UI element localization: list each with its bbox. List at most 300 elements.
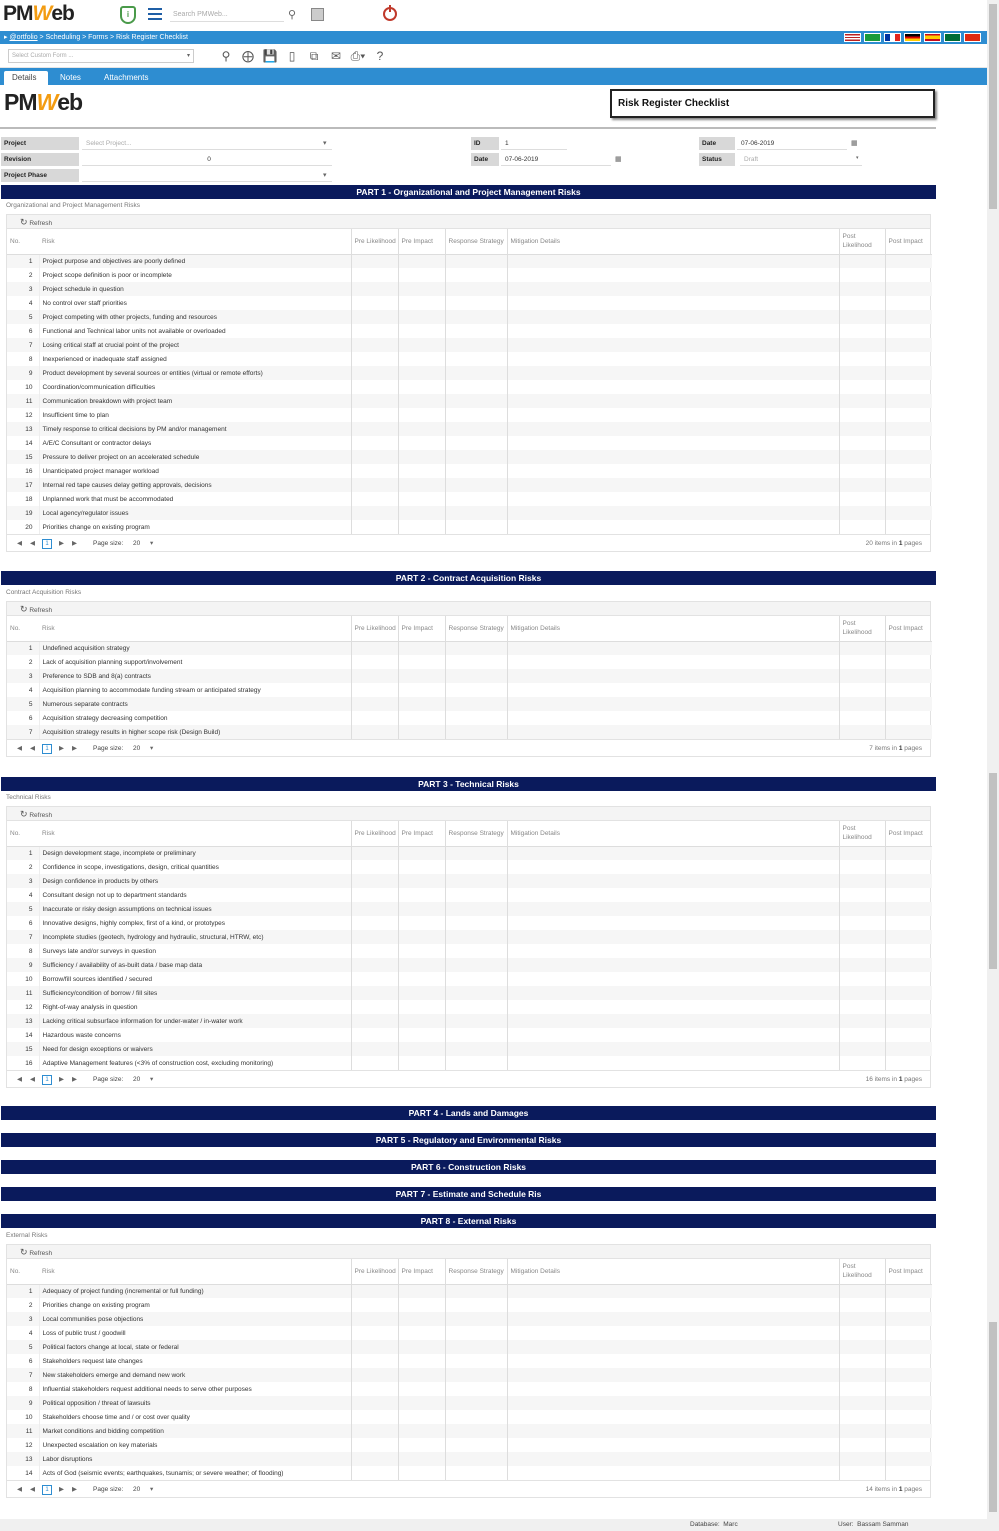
mitigation-cell[interactable] xyxy=(507,324,839,338)
post-impact-cell[interactable] xyxy=(885,1298,932,1312)
table-row[interactable] xyxy=(7,1340,932,1354)
tab-attachments[interactable]: Attachments xyxy=(104,73,149,82)
mitigation-cell[interactable] xyxy=(507,697,839,711)
refresh-button[interactable]: ↻ Refresh xyxy=(7,602,930,616)
pre-likelihood-cell[interactable] xyxy=(351,641,398,655)
pre-likelihood-cell[interactable] xyxy=(351,506,398,520)
add-icon[interactable]: ⨁ xyxy=(242,49,254,63)
pre-likelihood-cell[interactable] xyxy=(351,282,398,296)
mitigation-cell[interactable] xyxy=(507,711,839,725)
mitigation-cell[interactable] xyxy=(507,916,839,930)
revision-field[interactable]: 0 xyxy=(82,153,332,166)
table-row[interactable] xyxy=(7,436,932,450)
post-impact-cell[interactable] xyxy=(885,1028,932,1042)
help-icon[interactable]: ? xyxy=(376,49,384,63)
response-cell[interactable] xyxy=(445,958,507,972)
power-icon[interactable] xyxy=(383,7,397,21)
table-row[interactable] xyxy=(7,506,932,520)
pre-likelihood-cell[interactable] xyxy=(351,1326,398,1340)
mitigation-cell[interactable] xyxy=(507,683,839,697)
table-row[interactable] xyxy=(7,394,932,408)
post-impact-cell[interactable] xyxy=(885,1014,932,1028)
table-row[interactable] xyxy=(7,1354,932,1368)
post-likelihood-cell[interactable] xyxy=(839,520,885,534)
post-likelihood-cell[interactable] xyxy=(839,254,885,268)
print-icon[interactable]: ⎙▾ xyxy=(350,49,366,63)
pre-likelihood-cell[interactable] xyxy=(351,450,398,464)
flag-brazil-icon[interactable] xyxy=(864,33,881,42)
mitigation-cell[interactable] xyxy=(507,1368,839,1382)
table-row[interactable] xyxy=(7,1368,932,1382)
post-impact-cell[interactable] xyxy=(885,1410,932,1424)
pre-impact-cell[interactable] xyxy=(398,986,445,1000)
column-header-post-likelihood[interactable]: Post Likelihood xyxy=(839,229,885,254)
post-likelihood-cell[interactable] xyxy=(839,725,885,739)
pre-impact-cell[interactable] xyxy=(398,1410,445,1424)
mitigation-cell[interactable] xyxy=(507,1396,839,1410)
email-icon[interactable]: ✉ xyxy=(330,49,342,63)
pre-impact-cell[interactable] xyxy=(398,655,445,669)
mitigation-cell[interactable] xyxy=(507,669,839,683)
table-row[interactable] xyxy=(7,520,932,534)
table-row[interactable] xyxy=(7,282,932,296)
refresh-button[interactable]: ↻ Refresh xyxy=(7,807,930,821)
pre-likelihood-cell[interactable] xyxy=(351,1466,398,1480)
table-row[interactable] xyxy=(7,352,932,366)
mitigation-cell[interactable] xyxy=(507,1424,839,1438)
post-likelihood-cell[interactable] xyxy=(839,324,885,338)
table-row[interactable] xyxy=(7,888,932,902)
post-likelihood-cell[interactable] xyxy=(839,888,885,902)
mitigation-cell[interactable] xyxy=(507,1056,839,1070)
column-header-pre-impact[interactable]: Pre Impact xyxy=(398,229,445,254)
mitigation-cell[interactable] xyxy=(507,986,839,1000)
pre-impact-cell[interactable] xyxy=(398,641,445,655)
tab-notes[interactable]: Notes xyxy=(60,73,81,82)
mitigation-cell[interactable] xyxy=(507,506,839,520)
pre-impact-cell[interactable] xyxy=(398,506,445,520)
post-impact-cell[interactable] xyxy=(885,282,932,296)
calendar-icon[interactable]: ▦ xyxy=(851,140,858,147)
post-likelihood-cell[interactable] xyxy=(839,1424,885,1438)
pre-impact-cell[interactable] xyxy=(398,1042,445,1056)
mitigation-cell[interactable] xyxy=(507,464,839,478)
pre-likelihood-cell[interactable] xyxy=(351,958,398,972)
post-impact-cell[interactable] xyxy=(885,697,932,711)
pre-impact-cell[interactable] xyxy=(398,725,445,739)
pre-impact-cell[interactable] xyxy=(398,1056,445,1070)
pre-likelihood-cell[interactable] xyxy=(351,986,398,1000)
pre-impact-cell[interactable] xyxy=(398,1368,445,1382)
part-header[interactable]: PART 7 - Estimate and Schedule Ris xyxy=(1,1187,936,1201)
post-impact-cell[interactable] xyxy=(885,352,932,366)
pre-likelihood-cell[interactable] xyxy=(351,697,398,711)
response-cell[interactable] xyxy=(445,282,507,296)
response-cell[interactable] xyxy=(445,520,507,534)
post-likelihood-cell[interactable] xyxy=(839,310,885,324)
table-row[interactable] xyxy=(7,1312,932,1326)
post-impact-cell[interactable] xyxy=(885,506,932,520)
post-impact-cell[interactable] xyxy=(885,1368,932,1382)
post-impact-cell[interactable] xyxy=(885,944,932,958)
table-row[interactable] xyxy=(7,986,932,1000)
pre-likelihood-cell[interactable] xyxy=(351,916,398,930)
chevron-down-icon[interactable]: ▾ xyxy=(150,1076,154,1083)
table-row[interactable] xyxy=(7,1000,932,1014)
response-cell[interactable] xyxy=(445,874,507,888)
flag-spain-icon[interactable] xyxy=(924,33,941,42)
calendar-icon[interactable] xyxy=(311,8,324,21)
part-header[interactable]: PART 8 - External Risks xyxy=(1,1214,936,1228)
response-cell[interactable] xyxy=(445,366,507,380)
post-likelihood-cell[interactable] xyxy=(839,492,885,506)
pre-likelihood-cell[interactable] xyxy=(351,1284,398,1298)
pre-impact-cell[interactable] xyxy=(398,874,445,888)
page-number[interactable]: 1 xyxy=(42,539,52,549)
mitigation-cell[interactable] xyxy=(507,641,839,655)
response-cell[interactable] xyxy=(445,1424,507,1438)
chevron-down-icon[interactable]: ▾ xyxy=(150,1486,154,1493)
response-cell[interactable] xyxy=(445,1438,507,1452)
post-likelihood-cell[interactable] xyxy=(839,697,885,711)
mitigation-cell[interactable] xyxy=(507,944,839,958)
app-logo[interactable]: PMWeb xyxy=(3,2,74,25)
pre-impact-cell[interactable] xyxy=(398,1000,445,1014)
pre-impact-cell[interactable] xyxy=(398,1452,445,1466)
phase-select[interactable] xyxy=(82,169,332,182)
response-cell[interactable] xyxy=(445,1014,507,1028)
post-likelihood-cell[interactable] xyxy=(839,1340,885,1354)
post-likelihood-cell[interactable] xyxy=(839,380,885,394)
mitigation-cell[interactable] xyxy=(507,1382,839,1396)
column-header-post-impact[interactable]: Post Impact xyxy=(885,616,932,641)
pre-impact-cell[interactable] xyxy=(398,1028,445,1042)
table-row[interactable] xyxy=(7,711,932,725)
pre-impact-cell[interactable] xyxy=(398,268,445,282)
calendar-icon[interactable]: ▦ xyxy=(615,156,622,163)
column-header-risk[interactable]: Risk xyxy=(39,229,351,254)
column-header-post-likelihood[interactable]: Post Likelihood xyxy=(839,821,885,846)
table-row[interactable] xyxy=(7,1014,932,1028)
post-impact-cell[interactable] xyxy=(885,520,932,534)
post-likelihood-cell[interactable] xyxy=(839,422,885,436)
table-row[interactable] xyxy=(7,408,932,422)
pre-impact-cell[interactable] xyxy=(398,338,445,352)
mitigation-cell[interactable] xyxy=(507,310,839,324)
post-likelihood-cell[interactable] xyxy=(839,408,885,422)
table-row[interactable] xyxy=(7,916,932,930)
post-likelihood-cell[interactable] xyxy=(839,352,885,366)
post-impact-cell[interactable] xyxy=(885,1452,932,1466)
table-row[interactable] xyxy=(7,380,932,394)
mitigation-cell[interactable] xyxy=(507,1298,839,1312)
post-impact-cell[interactable] xyxy=(885,1042,932,1056)
pre-likelihood-cell[interactable] xyxy=(351,1056,398,1070)
pre-impact-cell[interactable] xyxy=(398,846,445,860)
post-impact-cell[interactable] xyxy=(885,422,932,436)
mitigation-cell[interactable] xyxy=(507,972,839,986)
mitigation-cell[interactable] xyxy=(507,478,839,492)
response-cell[interactable] xyxy=(445,1382,507,1396)
post-impact-cell[interactable] xyxy=(885,860,932,874)
response-cell[interactable] xyxy=(445,888,507,902)
pre-likelihood-cell[interactable] xyxy=(351,408,398,422)
pre-impact-cell[interactable] xyxy=(398,394,445,408)
post-likelihood-cell[interactable] xyxy=(839,1056,885,1070)
pre-likelihood-cell[interactable] xyxy=(351,1368,398,1382)
part-header[interactable]: PART 6 - Construction Risks xyxy=(1,1160,936,1174)
part-header[interactable]: PART 1 - Organizational and Project Management Risks xyxy=(1,185,936,199)
post-likelihood-cell[interactable] xyxy=(839,1014,885,1028)
post-impact-cell[interactable] xyxy=(885,338,932,352)
post-impact-cell[interactable] xyxy=(885,711,932,725)
response-cell[interactable] xyxy=(445,380,507,394)
pre-likelihood-cell[interactable] xyxy=(351,902,398,916)
response-cell[interactable] xyxy=(445,478,507,492)
response-cell[interactable] xyxy=(445,655,507,669)
pager-nav-icons[interactable]: ◀◀ xyxy=(17,1486,43,1493)
page-size-select[interactable]: 20 xyxy=(133,1076,141,1083)
pre-impact-cell[interactable] xyxy=(398,296,445,310)
post-impact-cell[interactable] xyxy=(885,641,932,655)
post-impact-cell[interactable] xyxy=(885,986,932,1000)
pre-impact-cell[interactable] xyxy=(398,1396,445,1410)
pre-likelihood-cell[interactable] xyxy=(351,1312,398,1326)
response-cell[interactable] xyxy=(445,902,507,916)
response-cell[interactable] xyxy=(445,1396,507,1410)
post-likelihood-cell[interactable] xyxy=(839,1438,885,1452)
scrollbar[interactable] xyxy=(987,0,999,1531)
project-select[interactable]: Select Project... xyxy=(82,137,332,150)
post-impact-cell[interactable] xyxy=(885,1340,932,1354)
mitigation-cell[interactable] xyxy=(507,1014,839,1028)
response-cell[interactable] xyxy=(445,930,507,944)
scrollbar-thumb[interactable] xyxy=(989,773,997,969)
chevron-down-icon[interactable]: ▾ xyxy=(150,540,154,547)
post-likelihood-cell[interactable] xyxy=(839,296,885,310)
scrollbar-thumb[interactable] xyxy=(989,4,997,209)
pre-impact-cell[interactable] xyxy=(398,380,445,394)
pre-likelihood-cell[interactable] xyxy=(351,1340,398,1354)
table-row[interactable] xyxy=(7,641,932,655)
table-row[interactable] xyxy=(7,669,932,683)
pre-impact-cell[interactable] xyxy=(398,436,445,450)
refresh-button[interactable]: ↻ Refresh xyxy=(7,1245,930,1259)
mitigation-cell[interactable] xyxy=(507,655,839,669)
post-likelihood-cell[interactable] xyxy=(839,436,885,450)
table-row[interactable] xyxy=(7,958,932,972)
pre-impact-cell[interactable] xyxy=(398,958,445,972)
pre-likelihood-cell[interactable] xyxy=(351,394,398,408)
pre-likelihood-cell[interactable] xyxy=(351,478,398,492)
pre-impact-cell[interactable] xyxy=(398,669,445,683)
response-cell[interactable] xyxy=(445,944,507,958)
mitigation-cell[interactable] xyxy=(507,1340,839,1354)
post-likelihood-cell[interactable] xyxy=(839,1298,885,1312)
response-cell[interactable] xyxy=(445,1354,507,1368)
pager-next-icons[interactable]: ▶▶ xyxy=(59,1076,85,1083)
post-impact-cell[interactable] xyxy=(885,436,932,450)
response-cell[interactable] xyxy=(445,860,507,874)
mitigation-cell[interactable] xyxy=(507,1452,839,1466)
post-likelihood-cell[interactable] xyxy=(839,1028,885,1042)
scrollbar-thumb[interactable] xyxy=(989,1322,997,1512)
pre-impact-cell[interactable] xyxy=(398,450,445,464)
post-impact-cell[interactable] xyxy=(885,958,932,972)
post-likelihood-cell[interactable] xyxy=(839,450,885,464)
table-row[interactable] xyxy=(7,1438,932,1452)
column-header-response[interactable]: Response Strategy xyxy=(445,1259,507,1284)
response-cell[interactable] xyxy=(445,324,507,338)
pre-impact-cell[interactable] xyxy=(398,1284,445,1298)
chevron-down-icon[interactable]: ▾ xyxy=(856,155,859,161)
column-header-mitigation[interactable]: Mitigation Details xyxy=(507,229,839,254)
pager-next-icons[interactable]: ▶▶ xyxy=(59,1486,85,1493)
save-icon[interactable]: 💾 xyxy=(262,49,278,63)
pre-impact-cell[interactable] xyxy=(398,352,445,366)
pre-impact-cell[interactable] xyxy=(398,1354,445,1368)
pre-likelihood-cell[interactable] xyxy=(351,1014,398,1028)
column-header-no[interactable]: No. xyxy=(7,821,39,846)
pre-likelihood-cell[interactable] xyxy=(351,888,398,902)
post-likelihood-cell[interactable] xyxy=(839,1354,885,1368)
column-header-mitigation[interactable]: Mitigation Details xyxy=(507,616,839,641)
post-likelihood-cell[interactable] xyxy=(839,669,885,683)
post-likelihood-cell[interactable] xyxy=(839,1312,885,1326)
table-row[interactable] xyxy=(7,697,932,711)
response-cell[interactable] xyxy=(445,408,507,422)
mitigation-cell[interactable] xyxy=(507,860,839,874)
flag-saudi-icon[interactable] xyxy=(944,33,961,42)
mitigation-cell[interactable] xyxy=(507,1028,839,1042)
column-header-mitigation[interactable]: Mitigation Details xyxy=(507,1259,839,1284)
post-impact-cell[interactable] xyxy=(885,1382,932,1396)
pager-next-icons[interactable]: ▶▶ xyxy=(59,745,85,752)
mitigation-cell[interactable] xyxy=(507,1354,839,1368)
column-header-post-likelihood[interactable]: Post Likelihood xyxy=(839,1259,885,1284)
response-cell[interactable] xyxy=(445,1312,507,1326)
column-header-response[interactable]: Response Strategy xyxy=(445,229,507,254)
column-header-post-impact[interactable]: Post Impact xyxy=(885,1259,932,1284)
page-size-select[interactable]: 20 xyxy=(133,540,141,547)
response-cell[interactable] xyxy=(445,1326,507,1340)
post-likelihood-cell[interactable] xyxy=(839,641,885,655)
table-row[interactable] xyxy=(7,683,932,697)
pager-nav-icons[interactable]: ◀◀ xyxy=(17,1076,43,1083)
post-likelihood-cell[interactable] xyxy=(839,1284,885,1298)
post-likelihood-cell[interactable] xyxy=(839,394,885,408)
mitigation-cell[interactable] xyxy=(507,1284,839,1298)
page-number[interactable]: 1 xyxy=(42,744,52,754)
chevron-down-icon[interactable]: ▾ xyxy=(323,172,327,179)
chevron-down-icon[interactable]: ▾ xyxy=(150,745,154,752)
response-cell[interactable] xyxy=(445,464,507,478)
pre-impact-cell[interactable] xyxy=(398,1326,445,1340)
pre-likelihood-cell[interactable] xyxy=(351,972,398,986)
id-field[interactable]: 1 xyxy=(501,137,567,150)
response-cell[interactable] xyxy=(445,506,507,520)
pre-impact-cell[interactable] xyxy=(398,683,445,697)
mitigation-cell[interactable] xyxy=(507,1312,839,1326)
pre-impact-cell[interactable] xyxy=(398,282,445,296)
pager-nav-icons[interactable]: ◀◀ xyxy=(17,540,43,547)
pre-impact-cell[interactable] xyxy=(398,324,445,338)
pre-likelihood-cell[interactable] xyxy=(351,422,398,436)
response-cell[interactable] xyxy=(445,352,507,366)
mitigation-cell[interactable] xyxy=(507,725,839,739)
pre-likelihood-cell[interactable] xyxy=(351,1382,398,1396)
post-impact-cell[interactable] xyxy=(885,408,932,422)
mitigation-cell[interactable] xyxy=(507,1326,839,1340)
mitigation-cell[interactable] xyxy=(507,352,839,366)
response-cell[interactable] xyxy=(445,1410,507,1424)
post-impact-cell[interactable] xyxy=(885,902,932,916)
post-likelihood-cell[interactable] xyxy=(839,916,885,930)
response-cell[interactable] xyxy=(445,310,507,324)
tab-details[interactable]: Details xyxy=(4,71,48,85)
column-header-post-impact[interactable]: Post Impact xyxy=(885,229,932,254)
post-impact-cell[interactable] xyxy=(885,1438,932,1452)
column-header-no[interactable]: No. xyxy=(7,616,39,641)
response-cell[interactable] xyxy=(445,1000,507,1014)
response-cell[interactable] xyxy=(445,1056,507,1070)
page-number[interactable]: 1 xyxy=(42,1075,52,1085)
date2-field[interactable]: 07-06-2019 xyxy=(501,153,611,166)
pre-likelihood-cell[interactable] xyxy=(351,930,398,944)
mitigation-cell[interactable] xyxy=(507,902,839,916)
part-header[interactable]: PART 2 - Contract Acquisition Risks xyxy=(1,571,936,585)
response-cell[interactable] xyxy=(445,1028,507,1042)
pre-likelihood-cell[interactable] xyxy=(351,338,398,352)
table-row[interactable] xyxy=(7,450,932,464)
table-row[interactable] xyxy=(7,655,932,669)
pre-impact-cell[interactable] xyxy=(398,711,445,725)
pre-likelihood-cell[interactable] xyxy=(351,846,398,860)
post-impact-cell[interactable] xyxy=(885,394,932,408)
column-header-post-impact[interactable]: Post Impact xyxy=(885,821,932,846)
pre-likelihood-cell[interactable] xyxy=(351,655,398,669)
status-select[interactable]: Draft xyxy=(740,153,862,166)
response-cell[interactable] xyxy=(445,1284,507,1298)
response-cell[interactable] xyxy=(445,683,507,697)
table-row[interactable] xyxy=(7,1382,932,1396)
mitigation-cell[interactable] xyxy=(507,492,839,506)
response-cell[interactable] xyxy=(445,641,507,655)
table-row[interactable] xyxy=(7,324,932,338)
pre-likelihood-cell[interactable] xyxy=(351,324,398,338)
mitigation-cell[interactable] xyxy=(507,366,839,380)
table-row[interactable] xyxy=(7,846,932,860)
flag-us-icon[interactable] xyxy=(844,33,861,42)
mitigation-cell[interactable] xyxy=(507,296,839,310)
response-cell[interactable] xyxy=(445,1298,507,1312)
pre-likelihood-cell[interactable] xyxy=(351,296,398,310)
table-row[interactable] xyxy=(7,902,932,916)
pre-likelihood-cell[interactable] xyxy=(351,492,398,506)
breadcrumb-root-link[interactable]: @ortfolio xyxy=(9,34,38,41)
table-row[interactable] xyxy=(7,1466,932,1480)
table-row[interactable] xyxy=(7,930,932,944)
table-row[interactable] xyxy=(7,874,932,888)
post-likelihood-cell[interactable] xyxy=(839,1042,885,1056)
pre-impact-cell[interactable] xyxy=(398,902,445,916)
pre-likelihood-cell[interactable] xyxy=(351,1042,398,1056)
response-cell[interactable] xyxy=(445,450,507,464)
response-cell[interactable] xyxy=(445,669,507,683)
response-cell[interactable] xyxy=(445,916,507,930)
pre-likelihood-cell[interactable] xyxy=(351,669,398,683)
mitigation-cell[interactable] xyxy=(507,874,839,888)
